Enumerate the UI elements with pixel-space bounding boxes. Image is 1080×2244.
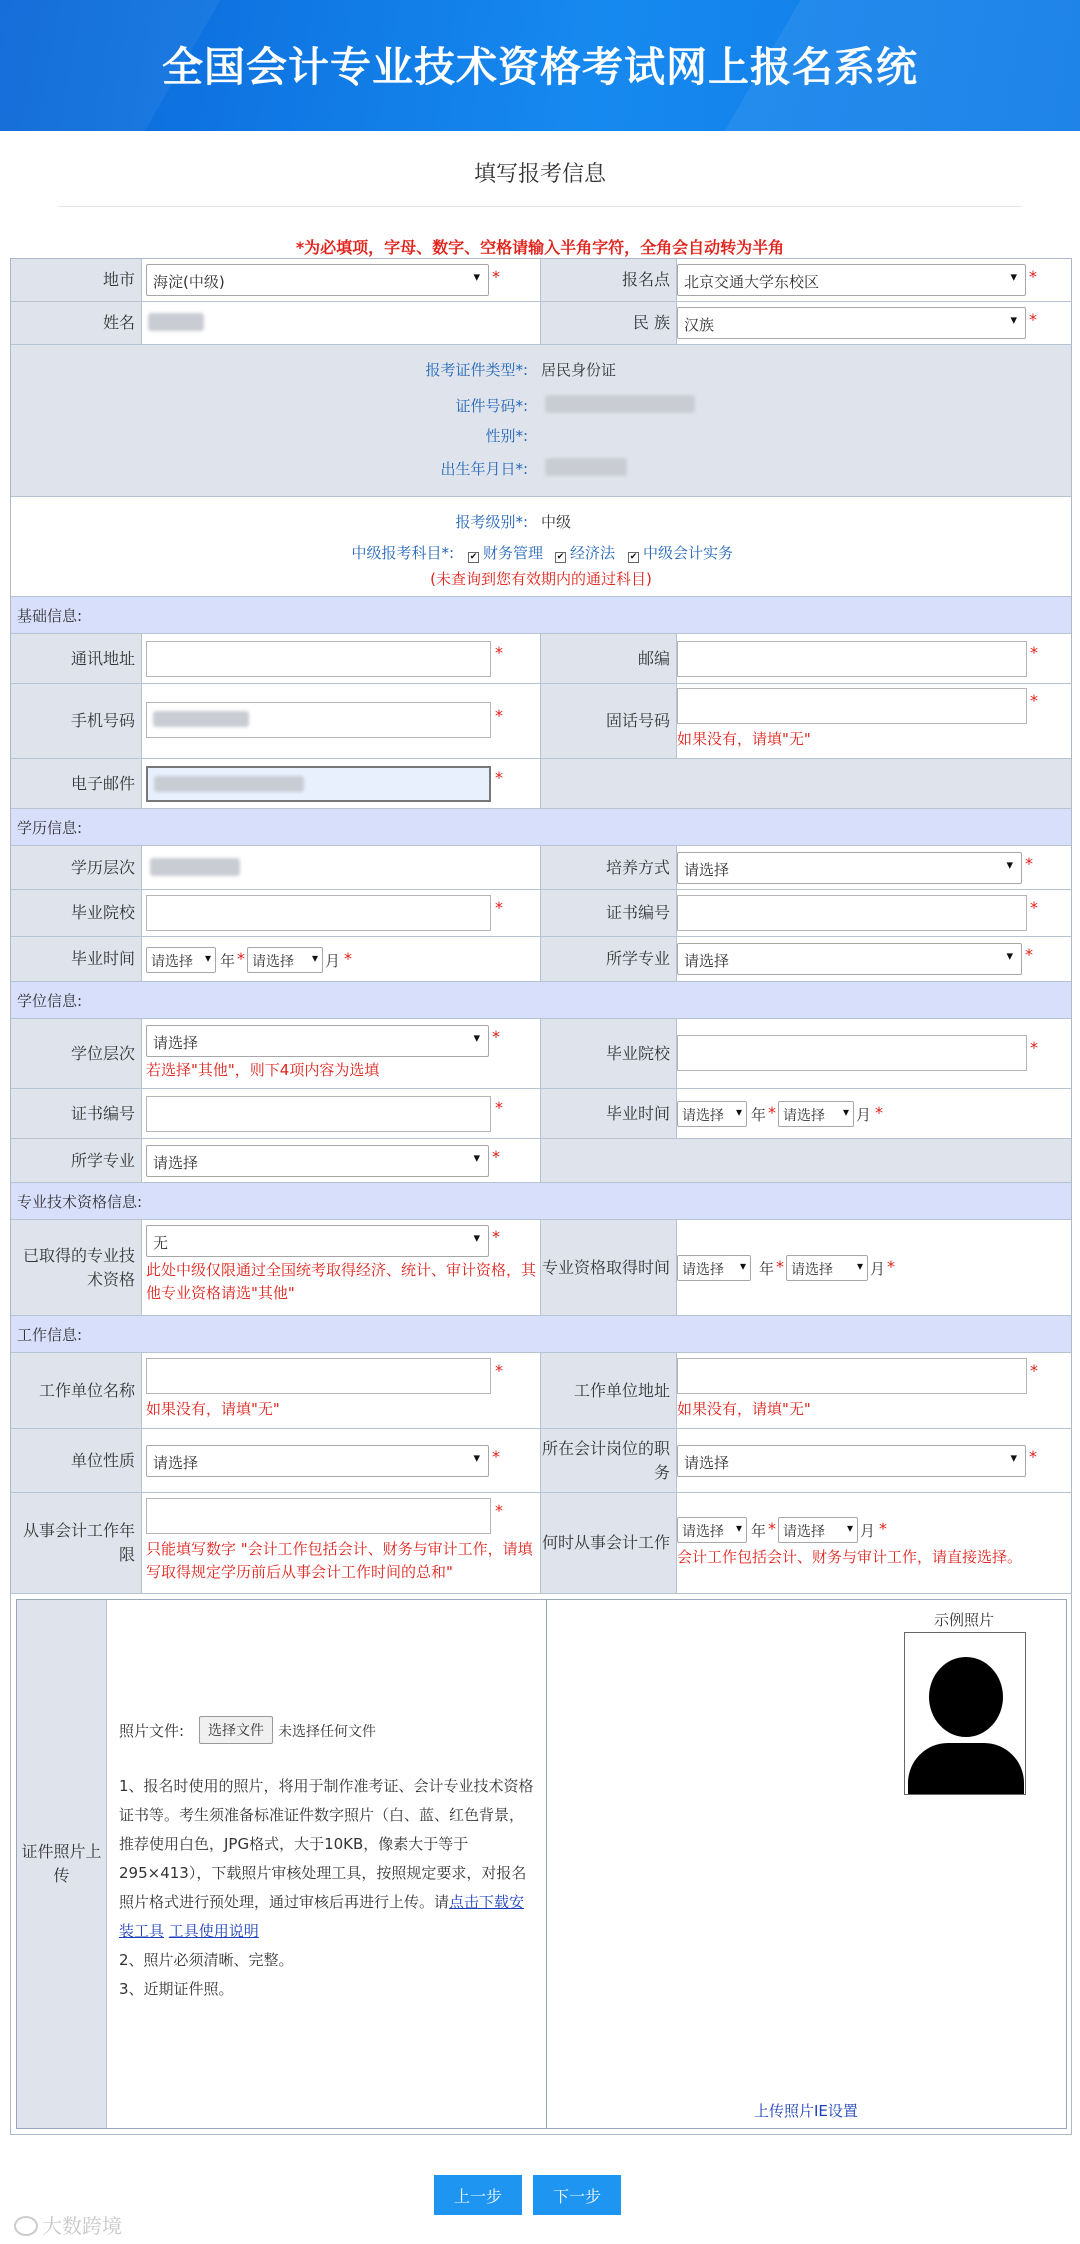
degree-level-hint: 若选择"其他"，则下4项内容为选填 [146,1061,380,1079]
photo-label: 证件照片上传 [17,1600,107,2128]
address-input[interactable] [146,641,491,677]
year-unit: 年 [220,952,236,970]
qual-got-select[interactable]: 无 ▾ [146,1225,489,1257]
edu-mode-label: 培养方式 [541,846,677,889]
qual-got-hint: 此处中级仅限通过全国统考取得经济、统计、审计资格，其他专业资格请选"其他" [146,1261,537,1302]
checkbox-icon[interactable]: ✔ [556,552,565,562]
id-type-label: 报考证件类型*: [425,361,528,379]
city-select[interactable]: 海淀(中级) ▾ [146,264,489,296]
site-label: 报名点 [541,259,677,301]
watermark: 大数跨境 [14,2210,122,2239]
work-post-select[interactable]: 请选择 ▾ [677,1445,1026,1477]
checkbox-icon[interactable]: ✔ [469,552,478,562]
work-nature-label: 单位性质 [11,1429,142,1492]
qual-time-label: 专业资格取得时间 [541,1220,677,1315]
qual-month-select[interactable]: 请选择 ▾ [786,1255,868,1281]
degree-time-label: 毕业时间 [541,1089,677,1138]
edu-major-select[interactable]: 请选择 ▾ [677,943,1022,975]
watermark-logo-icon [14,2216,38,2236]
section-qualification: 专业技术资格信息: [11,1183,1071,1220]
ie-settings-link[interactable]: 上传照片IE设置 [754,2102,858,2120]
section-education: 学历信息: [11,809,1071,846]
subjects-note: (未查询到您有效期内的通过科目) [430,570,652,588]
page-subtitle: 填写报考信息 [473,162,606,187]
gender-label: 性别*: [485,427,528,445]
photo-rules [119,1772,535,2004]
email-input[interactable] [146,766,491,802]
work-addr-hint: 如果没有，请填"无" [677,1400,811,1418]
work-start-hint: 会计工作包括会计、财务与审计工作，请直接选择。 [677,1548,1023,1566]
no-file-text: 未选择任何文件 [278,1724,376,1740]
mobile-input[interactable] [146,702,491,738]
degree-school-label: 毕业院校 [541,1019,677,1088]
checkbox-icon[interactable]: ✔ [629,552,638,562]
id-type-value: 居民身份证 [541,361,617,379]
sample-photo [904,1632,1026,1795]
month-unit: 月 [870,1260,886,1278]
year-unit: 年 [759,1260,775,1278]
phone-hint: 如果没有，请填"无" [677,730,811,748]
work-unit-hint: 如果没有，请填"无" [146,1400,280,1418]
birth-label: 出生年月日*: [440,460,528,478]
edu-level-label: 学历层次 [11,846,142,889]
phone-input[interactable] [677,688,1027,724]
degree-cert-input[interactable] [146,1096,491,1132]
photo-rule-1: 1、报名时使用的照片，将用于制作准考证、会计专业技术资格证书等。考生须准备标准证件数字照片（白、蓝、红色背景，推荐使用白色，JPG格式，大于10KB，像素大于等于295×413），下载照片审核处理工具，按照规定要求，对报名照片格式进行预处理，通过审核后再进行上传。请 [119,1777,534,1911]
edu-cert-input[interactable] [677,895,1027,931]
work-years-label: 从事会计工作年限 [11,1493,142,1593]
edu-time-label: 毕业时间 [11,937,142,981]
email-label: 电子邮件 [11,759,142,808]
section-basic: 基础信息: [11,597,1071,634]
ethnic-select[interactable]: 汉族 ▾ [677,307,1026,339]
system-title: 全国会计专业技术资格考试网上报名系统 [162,43,918,91]
choose-file-button[interactable]: 选择文件 [199,1716,273,1744]
name-value [148,313,204,331]
work-month-select[interactable]: 请选择 ▾ [778,1517,858,1543]
work-nature-select[interactable]: 请选择 ▾ [146,1445,489,1477]
city-label: 地市 [11,259,142,301]
edu-cert-label: 证书编号 [541,890,677,936]
next-button[interactable]: 下一步 [533,2175,621,2215]
work-years-hint: 只能填写数字 "会计工作包括会计、财务与审计工作，请填写取得规定学历前后从事会计工作时间的总和" [146,1540,533,1581]
edu-mode-select[interactable]: 请选择 ▾ [677,852,1022,884]
month-unit: 月 [856,1106,872,1124]
silhouette-body-icon [908,1743,1024,1795]
degree-level-label: 学位层次 [11,1019,142,1088]
work-post-label: 所在会计岗位的职务 [541,1429,677,1492]
degree-level-select[interactable]: 请选择 ▾ [146,1025,489,1057]
download-tool-link[interactable]: 点击下载安装工具 [119,1893,525,1940]
edu-month-select[interactable]: 请选择 ▾ [247,947,323,973]
id-number-label: 证件号码*: [455,397,528,415]
sample-photo-label: 示例照片 [934,1611,995,1629]
work-start-label: 何时从事会计工作 [541,1493,677,1593]
degree-major-select[interactable]: 请选择 ▾ [146,1145,489,1177]
mobile-label: 手机号码 [11,684,142,758]
edu-major-label: 所学专业 [541,937,677,981]
month-unit: 月 [325,952,341,970]
photo-file-label: 照片文件: [119,1722,185,1740]
address-label: 通讯地址 [11,634,142,683]
qual-got-label: 已取得的专业技术资格 [11,1220,142,1315]
degree-year-select[interactable]: 请选择 ▾ [677,1101,747,1127]
subject-item[interactable]: ✔ 财务管理 [469,544,544,562]
work-year-select[interactable]: 请选择 ▾ [677,1517,747,1543]
year-unit: 年 [751,1522,767,1540]
phone-label: 固话号码 [541,684,677,758]
work-addr-label: 工作单位地址 [541,1353,677,1428]
work-addr-input[interactable] [677,1358,1027,1394]
work-unit-label: 工作单位名称 [11,1353,142,1428]
degree-major-label: 所学专业 [11,1139,142,1182]
work-unit-input[interactable] [146,1358,491,1394]
edu-school-input[interactable] [146,895,491,931]
site-select[interactable]: 北京交通大学东校区 ▾ [677,264,1026,296]
tool-guide-link[interactable]: 工具使用说明 [168,1922,259,1940]
photo-rule-2: 2、照片必须清晰、完整。 [119,1951,294,1969]
edu-year-select[interactable]: 请选择 ▾ [146,947,216,973]
year-unit: 年 [751,1106,767,1124]
month-unit: 月 [860,1522,876,1540]
degree-school-input[interactable] [677,1035,1027,1071]
zip-input[interactable] [677,641,1027,677]
silhouette-head-icon [929,1657,1003,1737]
section-work: 工作信息: [11,1316,1071,1353]
exam-level-value: 中级 [541,513,572,531]
zip-label: 邮编 [541,634,677,683]
name-label: 姓名 [11,302,142,344]
birth-value [545,458,627,476]
work-years-input[interactable] [146,1498,491,1534]
subject-item[interactable]: ✔ 中级会计实务 [629,544,734,562]
qual-year-select[interactable]: 请选择 ▾ [677,1255,751,1281]
subject-item[interactable]: ✔ 经济法 [556,544,616,562]
required-notice: *为必填项，字母、数字、空格请输入半角字符，全角会自动转为半角 [295,238,785,257]
section-degree: 学位信息: [11,982,1071,1019]
exam-level-label: 报考级别*: [455,513,528,531]
edu-school-label: 毕业院校 [11,890,142,936]
edu-level-value [150,858,240,876]
prev-button[interactable]: 上一步 [434,2175,522,2215]
ethnic-label: 民 族 [541,302,677,344]
subjects-label: 中级报考科目*: [351,544,454,562]
divider [58,206,1022,207]
photo-rule-3: 3、近期证件照。 [119,1980,234,1998]
degree-cert-label: 证书编号 [11,1089,142,1138]
id-number-value [545,395,695,413]
header-banner [0,0,1080,131]
degree-month-select[interactable]: 请选择 ▾ [778,1101,854,1127]
